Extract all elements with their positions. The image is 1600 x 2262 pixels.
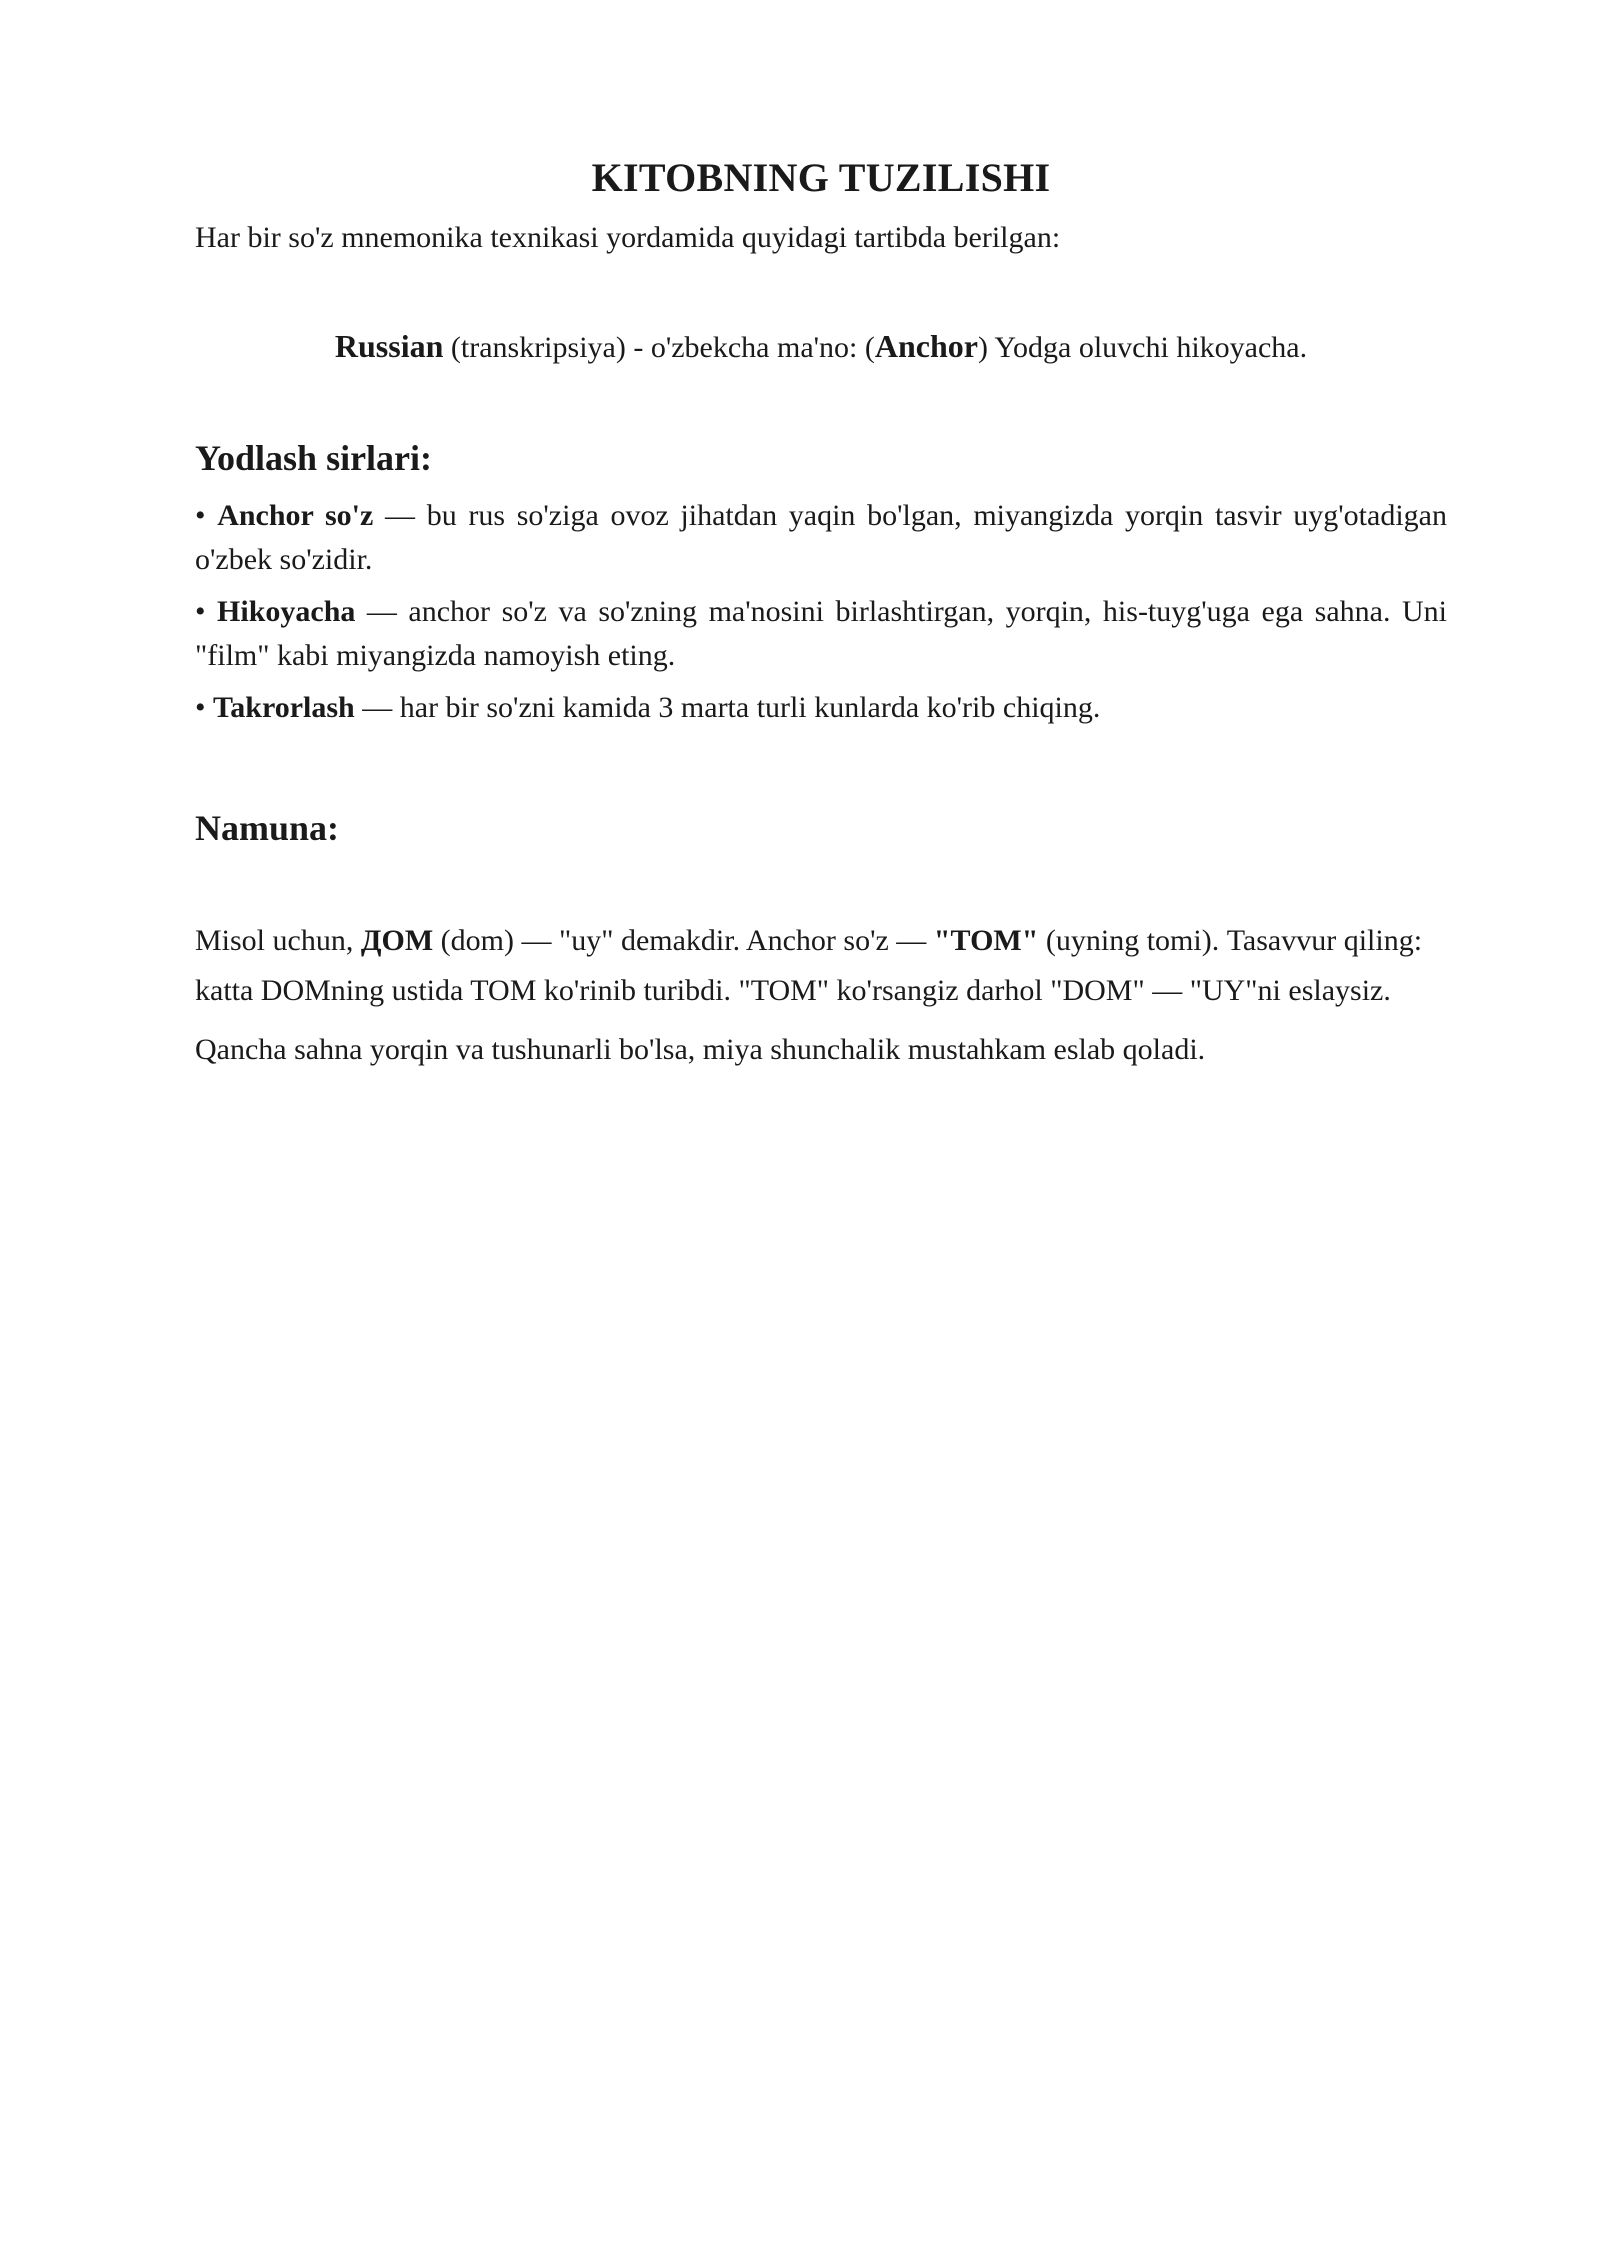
list-item-term: Anchor so'z [217,499,374,532]
closing-paragraph: Qancha sahna yorqin va tushunarli bo'lsa, miya shunchalik mustahkam eslab qoladi. [195,1033,1206,1066]
intro-paragraph: Har bir so'z mnemonika texnikasi yordamida quyidagi tartibda berilgan: [195,221,1061,254]
entry-format-line [195,326,1447,368]
bullet-mark: • [195,691,214,724]
example-word: ДОМ [360,924,434,957]
list-item-text: — har bir so'zni kamida 3 marta turli kunlarda ko'rib chiqing. [354,691,1101,724]
example-part-2: (dom) — "uy" demakdir. Anchor so'z — [433,924,934,957]
example-anchor: "ТОМ" [933,924,1039,957]
list-item-text: — anchor so'z va so'zning ma'nosini birlashtirgan, yorqin, his-tuyg'uga ega sahna. Uni "film" kabi miyangizda namoyish eting. [195,595,1447,672]
example-part-1: Misol uchun, [195,924,361,957]
document-body [195,150,1447,1070]
page-title: KITOBNING TUZILISHI [591,155,1051,200]
list-item-term: Hikoyacha [217,595,356,628]
example-paragraph [195,916,1447,1016]
format-anchor: Anchor [874,328,978,364]
list-item [195,590,1447,678]
sample-heading: Namuna: [195,808,340,848]
list-item [195,494,1447,582]
bullet-mark: • [195,499,218,532]
secrets-list [195,494,1447,730]
example-part-3: (uyning tomi). Tasavvur qiling: katta DOMning ustida TOM ko'rinib turibdi. "TOM" ko'rsangiz darhol "DOM" — "UY"ni eslaysiz. [195,924,1423,1007]
list-item-term: Takrorlash [213,691,355,724]
list-item [195,686,1447,730]
bullet-mark: • [195,595,218,628]
format-word: Russian [334,328,444,364]
format-transcription: (transkripsiya) - o'zbekcha ma'no: ( [443,331,875,364]
list-item-text: — bu rus so'ziga ovoz jihatdan yaqin bo'lgan, miyangizda yorqin tasvir uyg'otadigan o'zbek so'zidir. [195,499,1447,576]
format-story: ) Yodga oluvchi hikoyacha. [977,331,1308,364]
secrets-heading: Yodlash sirlari: [195,438,433,478]
